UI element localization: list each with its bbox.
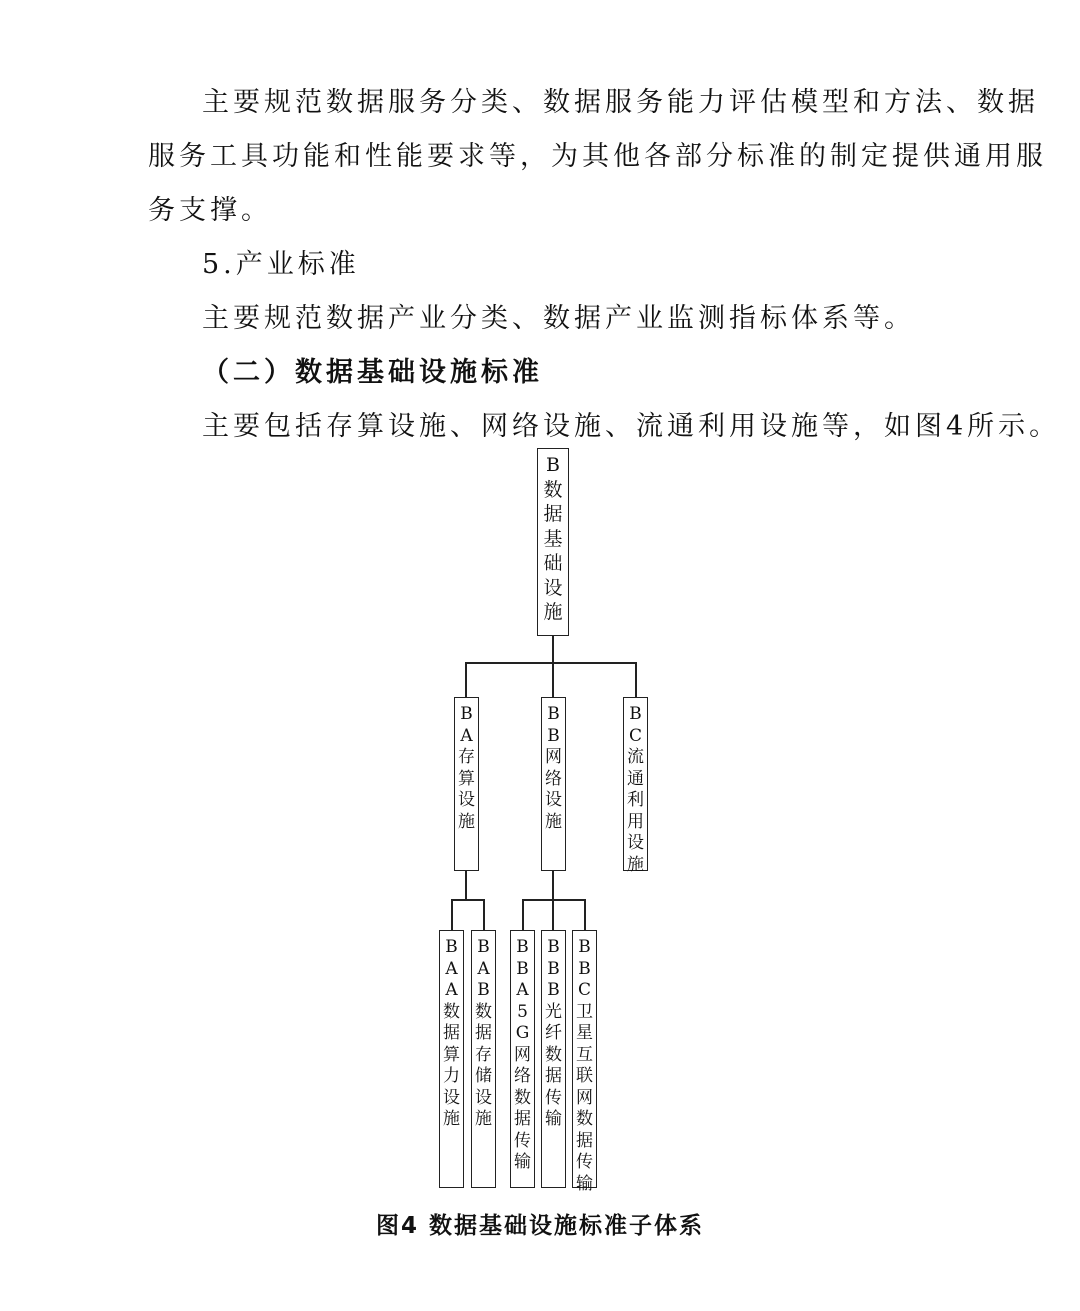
connector-line: [465, 662, 467, 698]
connector-line: [483, 899, 485, 931]
node-b-data-infrastructure: B 数 据 基 础 设 施: [537, 448, 569, 636]
connector-line: [552, 635, 554, 663]
connector-line: [635, 662, 637, 698]
connector-line: [522, 899, 585, 901]
node-bbb-fiber: B B B 光 纤 数 据 传 输: [541, 930, 566, 1188]
node-bab-storage: B A B 数 据 存 储 设 施: [471, 930, 496, 1188]
paragraph-line: 主要规范数据产业分类、数据产业监测指标体系等。: [202, 303, 915, 334]
node-bc-circulation: B C 流 通 利 用 设 施: [623, 697, 648, 871]
connector-line: [584, 899, 586, 931]
paragraph-line: 务支撑。: [148, 195, 272, 226]
paragraph-line: 主要包括存算设施、网络设施、流通利用设施等，如图4所示。: [202, 411, 1061, 442]
node-baa-compute: B A A 数 据 算 力 设 施: [439, 930, 464, 1188]
node-bba-5g: B B A 5 G 网 络 数 据 传 输: [510, 930, 535, 1188]
connector-line: [522, 899, 524, 931]
node-bbc-satellite: B B C 卫 星 互 联 网 数 据 传 输: [572, 930, 597, 1188]
connector-line: [552, 899, 554, 931]
section-heading-2: （二）数据基础设施标准: [202, 357, 543, 388]
connector-line: [465, 870, 467, 900]
figure-caption: 图4 数据基础设施标准子体系: [375, 1213, 704, 1239]
node-ba-storage-compute: B A 存 算 设 施: [454, 697, 479, 871]
connector-line: [552, 662, 554, 698]
paragraph-line: 主要规范数据服务分类、数据服务能力评估模型和方法、数据: [202, 87, 1039, 118]
connector-line: [465, 662, 636, 664]
connector-line: [552, 870, 554, 900]
paragraph-line: 服务工具功能和性能要求等，为其他各部分标准的制定提供通用服: [148, 141, 1047, 172]
connector-line: [451, 899, 453, 931]
section-heading-5: 5.产业标准: [202, 249, 360, 280]
node-bb-network: B B 网 络 设 施: [541, 697, 566, 871]
connector-line: [451, 899, 484, 901]
